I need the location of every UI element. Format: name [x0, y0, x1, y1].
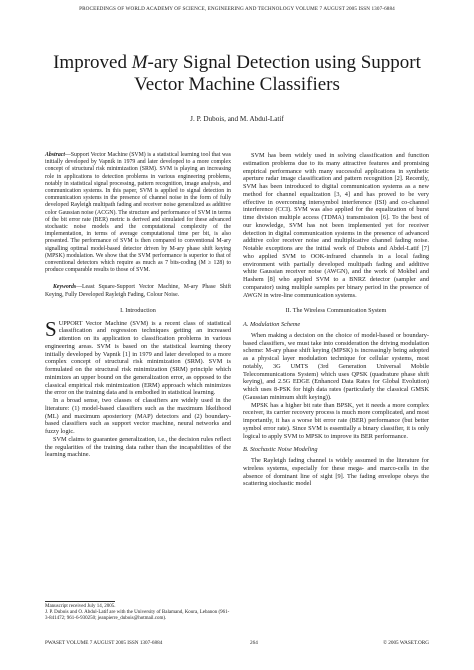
right-paragraph-4: The Rayleigh fading channel is widely assumed in the literature for wireless systems, especially for these mega- and marco-cells in the absence of dominant line of sight [9]. The fading envelope obeys the scattering stochastic model [243, 457, 429, 488]
intro-paragraph-3: SVM claims to guarantee generalization, i.e., the decision rules reflect the regularities of the training data rather than the incapabilities of the learning machine. [45, 435, 231, 459]
title-line1-pre: Improved [53, 52, 132, 73]
authors: J. P. Dubois, and M. Abdul-Latif [190, 115, 284, 123]
keywords-text: —Least Square-Support Vector Machine, M-ary Phase Shift Keying, Fully Developed Rayleigh Fading, Colour Noise. [45, 284, 231, 298]
section-heading-wireless: II. The Wireless Communication System [285, 307, 387, 315]
paper-title [20, 52, 454, 96]
drop-cap: S [45, 316, 57, 341]
footnote-received: Manuscript received July 14, 2005. [45, 604, 116, 609]
right-paragraph-3: MPSK has a higher bit rate than BPSK, yet it needs a more complex receiver, its carrier recovery process is much more complicated, and most importantly, it has a worse bit error rate (BER) performance (but better symbol error rate). Since SVM is essentially a binary classifier, it is only logical to apply SVM to MPSK to improve its BER performance. [243, 401, 429, 440]
footer-left: PWASET VOLUME 7 AUGUST 2005 ISSN 1307-6884 [45, 640, 163, 646]
left-column [45, 152, 231, 459]
abstract [45, 152, 231, 274]
right-column [243, 152, 429, 488]
keywords [45, 284, 231, 298]
keywords-lead: Keywords [53, 284, 77, 291]
abstract-lead: Abstract [45, 152, 65, 158]
section-heading-introduction: I. Introduction [120, 306, 156, 314]
intro-p1-text: UPPORT Vector Machine (SVM) is a recent class of statistical classification and regression techniques getting an increased attention on its application to classification problems in various engineering areas. SVM is based on the statistical learning theory initially developed by Vapnik [1] in 1979 and later developed to a more complex concept of structural risk minimization (SRM). SVM is formulated on the structural risk minimization (SRM) principle which minimizes an upper bound on the generalization error, as opposed to the classical empirical risk minimization (ERM) approach which minimizes the error on the training data and is embodied in statistical learning. [45, 319, 231, 397]
subsection-heading-modulation: A. Modulation Scheme [243, 321, 301, 328]
footnote-affiliation: J. P. Dubois and O. Abdul-Latif are with the University of Balamand, Koura, Lebanon (961-3-841472; 961-6-930250; jeanpierre_dubois@hotmail.com). [45, 610, 230, 622]
subsection-heading-noise: B. Stochastic Noise Modeling [243, 446, 318, 454]
right-paragraph-1: SVM has been widely used in solving classification and function estimation problems due to its many attractive features and promising empirical performance with many successful applications in synthetic aperture radar image classification and pattern recognition [2]. Recently, SVM has been introduced to digital communication systems as a new method for channel equalization [3, 4] and has proved to be very effective in overcoming intersymbol interference (ISI) and co-channel interference (CCI). SVM was also applied for the equalization of burst time division multiple access (TDMA) transmission [6]. To the best of our knowledge, SVM has not been implemented yet for receiver detection in digital communication systems in the presence of advanced additive color receiver noise and multiplicative channel fading noise. Notable exceptions are the initial work of Dubois and Abdel-Latif [7] who applied SVM to OOK-infrared channels in a local fading environment with partially developed multipath fading and additive white Gaussian receiver noise (AWGN), and the work of Mokbel and Hashem [8] who applied SVM to a BNRZ detector (sampler and comparator) using multiple samples per binary period in the presence of AWGN in wire-line communication systems. [243, 152, 429, 299]
title-line1-post: -ary Signal Detection using Support [147, 52, 421, 73]
footnote-rule [45, 601, 115, 602]
title-line2: Vector Machine Classifiers [134, 74, 340, 95]
intro-paragraph-2: In a broad sense, two classes of classifiers are widely used in the literature: (1) model-based classifiers such as the maximum likelihood (ML) and maximum aposteriory (MAP) detectors and (2) boundary-based classifiers such as support vector machine, neural networks and fuzzy logic. [45, 397, 231, 436]
page-number: 264 [250, 640, 258, 646]
footer-right: © 2005 WASET.ORG [383, 640, 429, 646]
running-header: PROCEEDINGS OF WORLD ACADEMY OF SCIENCE, ENGINEERING AND TECHNOLOGY VOLUME 7 AUGUST 2005 ISSN 1307-6884 [79, 6, 395, 12]
footnotes [45, 601, 231, 623]
right-paragraph-2: When making a decision on the choice of model-based or boundary-based classifiers, we must take into consideration the driving modulation scheme: M-ary phase shift keying (MPSK) is increasingly being adopted as a physical layer modulation technique for cellular systems, most notably, 3G UMTS (3rd Generation Universal Mobile Telecommunications System) which uses QPSK (quadrature phase shift keying), and 2.5G EDGE (Enhanced Data Rates for Global Evolution) which uses 8-PSK for high data rates (particularly the classical GMSK (Gaussian minimum shift keying)). [243, 331, 429, 401]
title-line1-italic: M [131, 52, 148, 73]
intro-paragraph-1 [45, 316, 231, 398]
abstract-text: —Support Vector Machine (SVM) is a statistical learning tool that was initially developed by Vapnik in 1979 and later developed to a more complex concept of structural risk minimization (SRM). SVM is playing an increasing role in applications to detection problems in various engineering problems, notably in statistical signal processing, pattern recognition, image analysis, and communication systems. In this paper, SVM is applied to signal detection in communication systems in the presence of channel noise in the form of fully developed Rayleigh multipath fading and receiver noise generalized as additive color Gaussian noise (ACGN). The structure and performance of SVM in terms of the bit error rate (BER) metric is derived and simulated for these advanced stochastic noise models and the computational complexity of the implementation, in terms of average computational time per bit, is also presented. The performance of SVM is then compared to conventional M-ary signalling optimal model-based detector driven by M-ary phase shift keying (MPSK) modulation. We show that the SVM performance is superior to that of conventional detectors which require as much as 7 bits-coding (M ≥ 128) to produce comparable results to those of SVM. [45, 152, 231, 274]
